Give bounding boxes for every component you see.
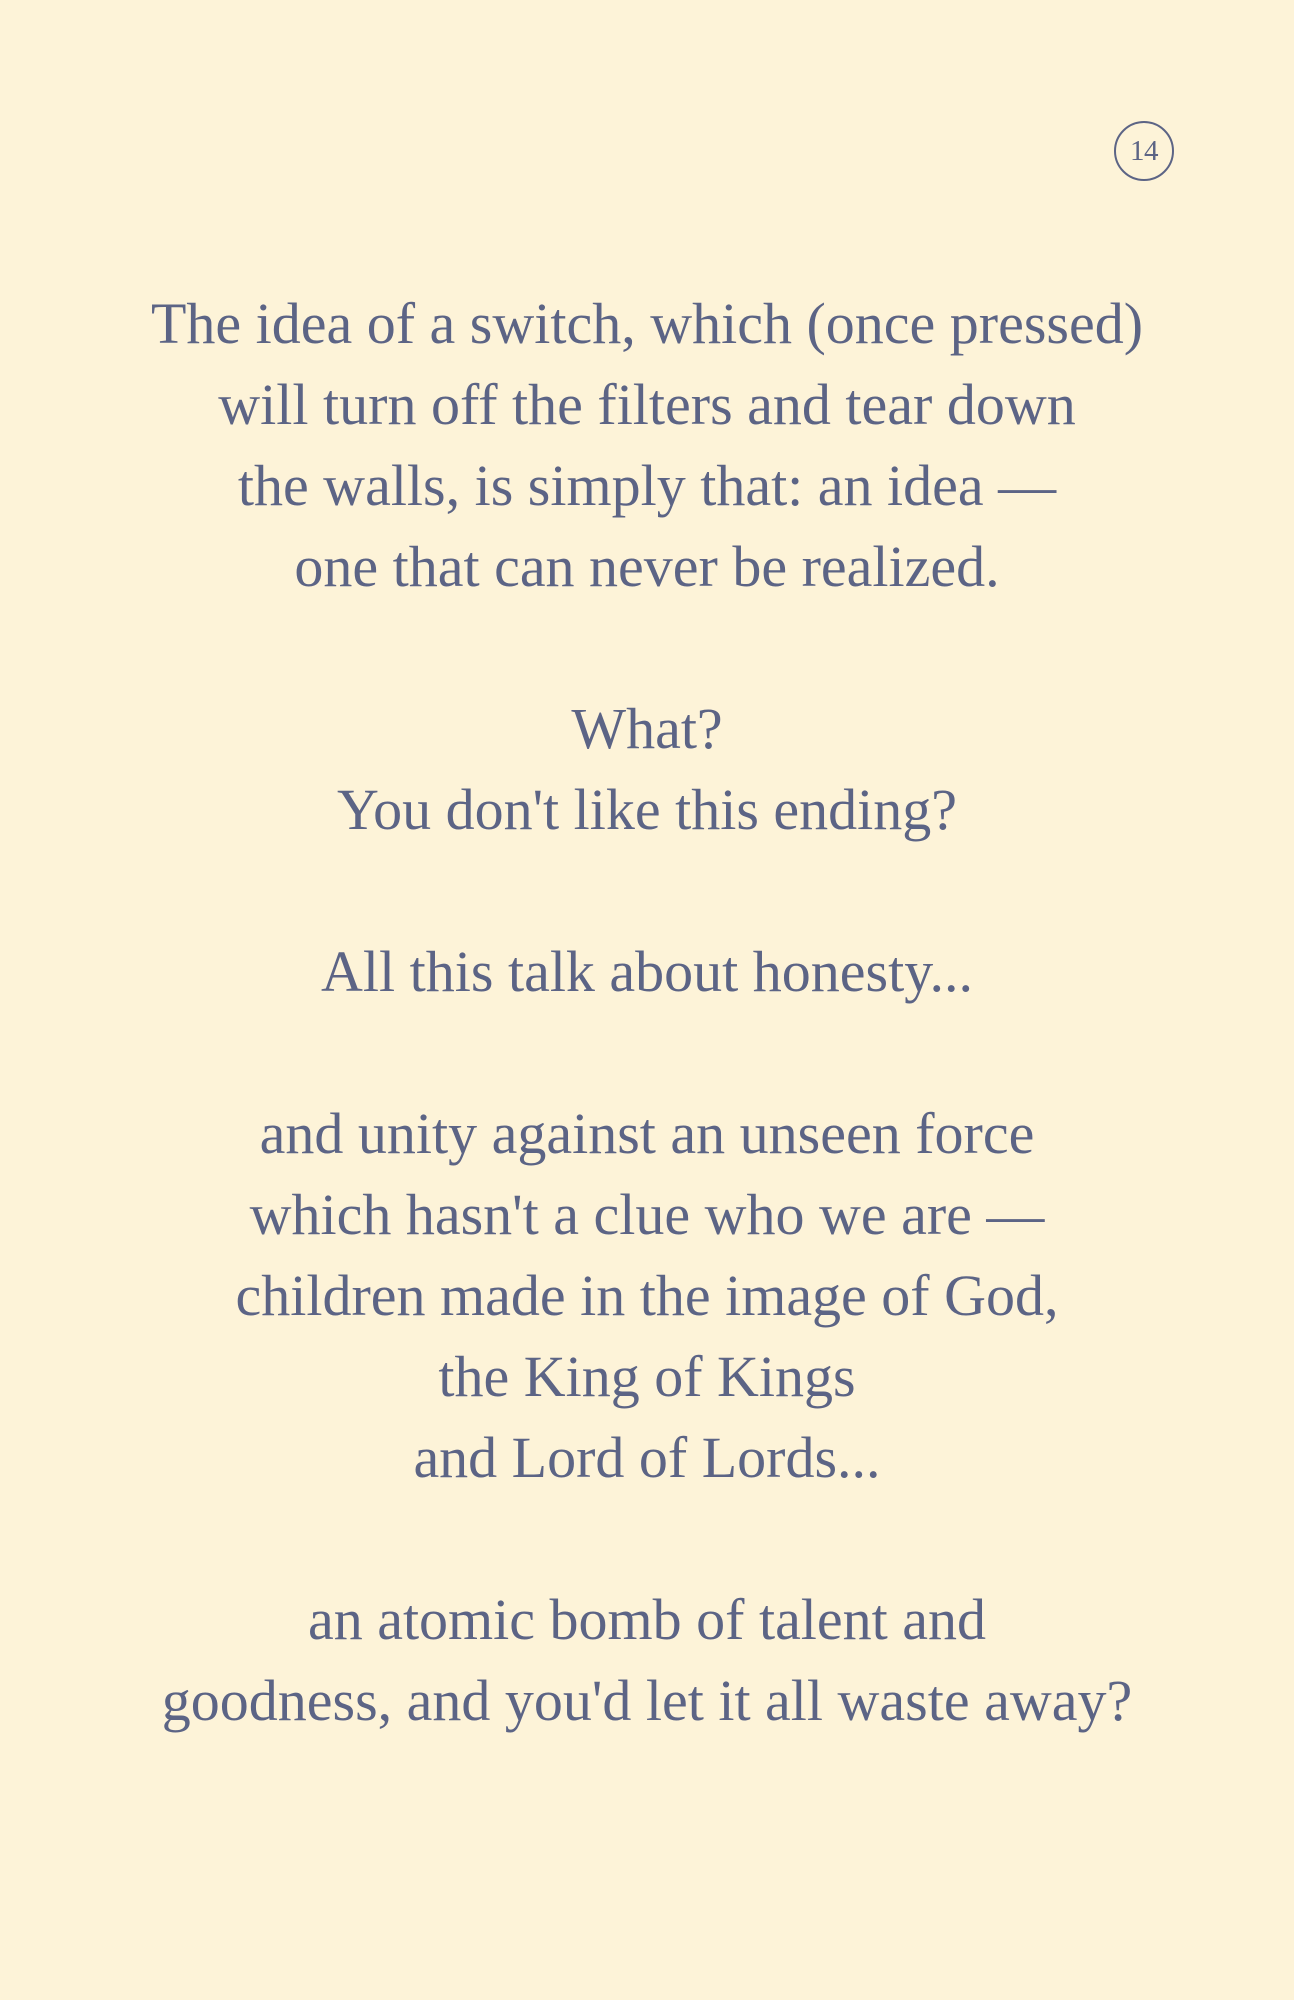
stanza-4	[0, 1093, 1294, 1498]
stanza-3	[0, 931, 1294, 1012]
poem-line: children made in the image of God,	[235, 1263, 1059, 1328]
stanza-break	[0, 1012, 1294, 1093]
poem-line: the walls, is simply that: an idea —	[237, 453, 1057, 518]
poem-line: The idea of a switch, which (once pressed)	[150, 291, 1144, 356]
stanza-break	[0, 607, 1294, 688]
poem-line: one that can never be realized.	[294, 534, 1000, 599]
stanza-1	[0, 283, 1294, 607]
poem-line: and Lord of Lords...	[413, 1425, 881, 1490]
poem-line: goodness, and you'd let it all waste away?	[161, 1668, 1133, 1733]
poem-line: What?	[571, 696, 723, 761]
poem-line: You don't like this ending?	[336, 777, 958, 842]
poem-line: which hasn't a clue who we are —	[249, 1182, 1045, 1247]
stanza-2	[0, 688, 1294, 850]
poem-line: an atomic bomb of talent and	[307, 1587, 987, 1652]
poem-line: and unity against an unseen force	[259, 1101, 1035, 1166]
poem-text	[0, 283, 1294, 1741]
poem-line: All this talk about honesty...	[321, 939, 973, 1004]
page-number: 14	[1130, 134, 1158, 167]
poem-line: will turn off the filters and tear down	[218, 372, 1076, 437]
page-number-badge	[1114, 121, 1174, 181]
stanza-5	[0, 1579, 1294, 1741]
stanza-break	[0, 1498, 1294, 1579]
stanza-break	[0, 850, 1294, 931]
poem-line: the King of Kings	[438, 1344, 856, 1409]
